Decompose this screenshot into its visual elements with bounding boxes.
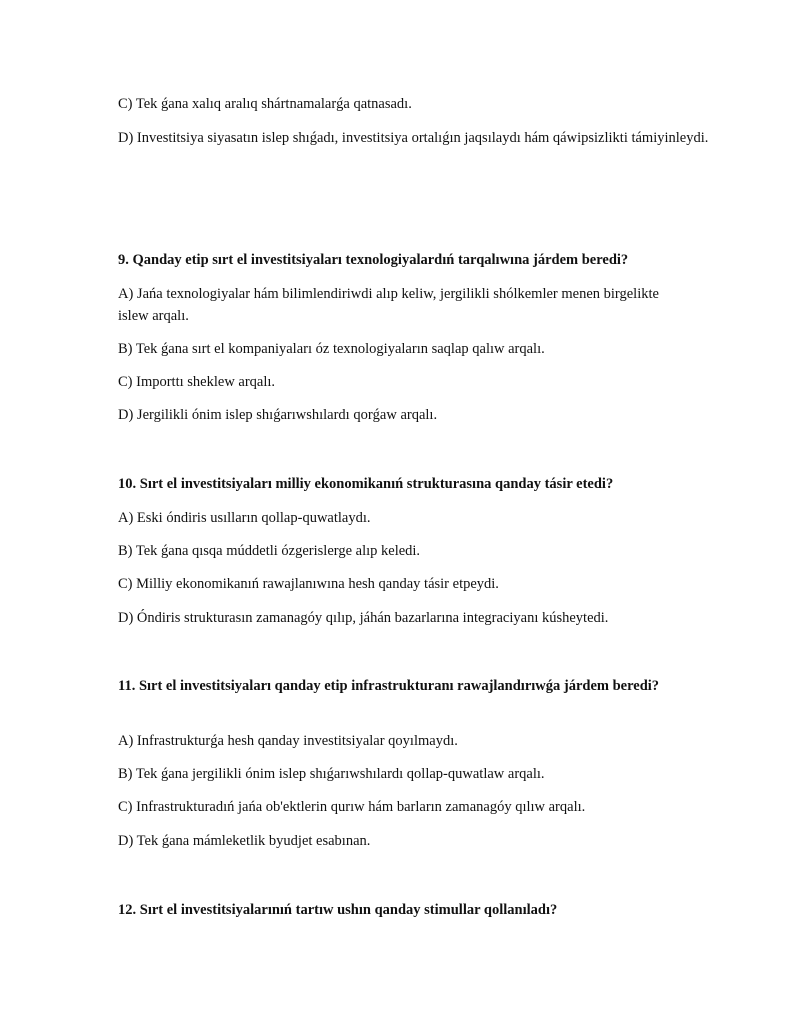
- q11-option-d: D) Tek ǵana mámleketlik byudjet esabınan.: [118, 833, 371, 849]
- q11-option-c: C) Infrastrukturadıń jańa ob'ektlerin qurıw hám barların zamanagóy qılıw arqalı.: [118, 799, 586, 815]
- q9-option-b: B) Tek ǵana sırt el kompaniyaları óz texnologiyaların saqlap qalıw arqalı.: [118, 341, 545, 357]
- q9-option-c: C) Importtı sheklew arqalı.: [118, 374, 276, 390]
- q9-question: 9. Qanday etip sırt el investitsiyaları texnologiyalardıń tarqalıwına járdem beredi?: [118, 252, 629, 268]
- q11-option-a: A) Infrastrukturǵa hesh qanday investitsiyalar qoyılmaydı.: [118, 733, 458, 749]
- q10-question: 10. Sırt el investitsiyaları milliy ekonomikanıń strukturasına qanday tásir etedi?: [118, 476, 614, 492]
- q11-option-b: B) Tek ǵana jergilikli ónim islep shıǵarıwshılardı qollap-quwatlaw arqalı.: [118, 766, 545, 782]
- q12-question: 12. Sırt el investitsiyalarınıń tartıw ushın qanday stimullar qollanıladı?: [118, 902, 558, 918]
- q8-option-c: D) Investitsiya siyasatın islep shıǵadı, investitsiya ortalıǵın jaqsılaydı hám qáwipsizlikti támiyinleydi.: [118, 130, 709, 146]
- q10-option-b: B) Tek ǵana qısqa múddetli ózgerislerge alıp keledi.: [118, 543, 421, 559]
- q9-option-d: D) Jergilikli ónim islep shıǵarıwshılardı qorǵaw arqalı.: [118, 407, 438, 423]
- q8-option-b: C) Tek ǵana xalıq aralıq shártnamalarǵa qatnasadı.: [118, 96, 412, 112]
- q10-option-d: D) Óndiris strukturasın zamanagóy qılıp, jáhán bazarlarına integraciyanı kúsheytedi.: [118, 610, 609, 626]
- q10-option-c: C) Milliy ekonomikanıń rawajlanıwına hesh qanday tásir etpeydi.: [118, 576, 499, 592]
- q9-option-a: A) Jańa texnologiyalar hám bilimlendiriwdi alıp keliw, jergilikli shólkemler menen birgelikte islew arqalı.: [118, 286, 659, 324]
- q10-option-a: A) Eski óndiris usılların qollap-quwatlaydı.: [118, 510, 371, 526]
- q11-question: 11. Sırt el investitsiyaları qanday etip infrastrukturanı rawajlandırıwǵa járdem beredi?: [118, 678, 660, 694]
